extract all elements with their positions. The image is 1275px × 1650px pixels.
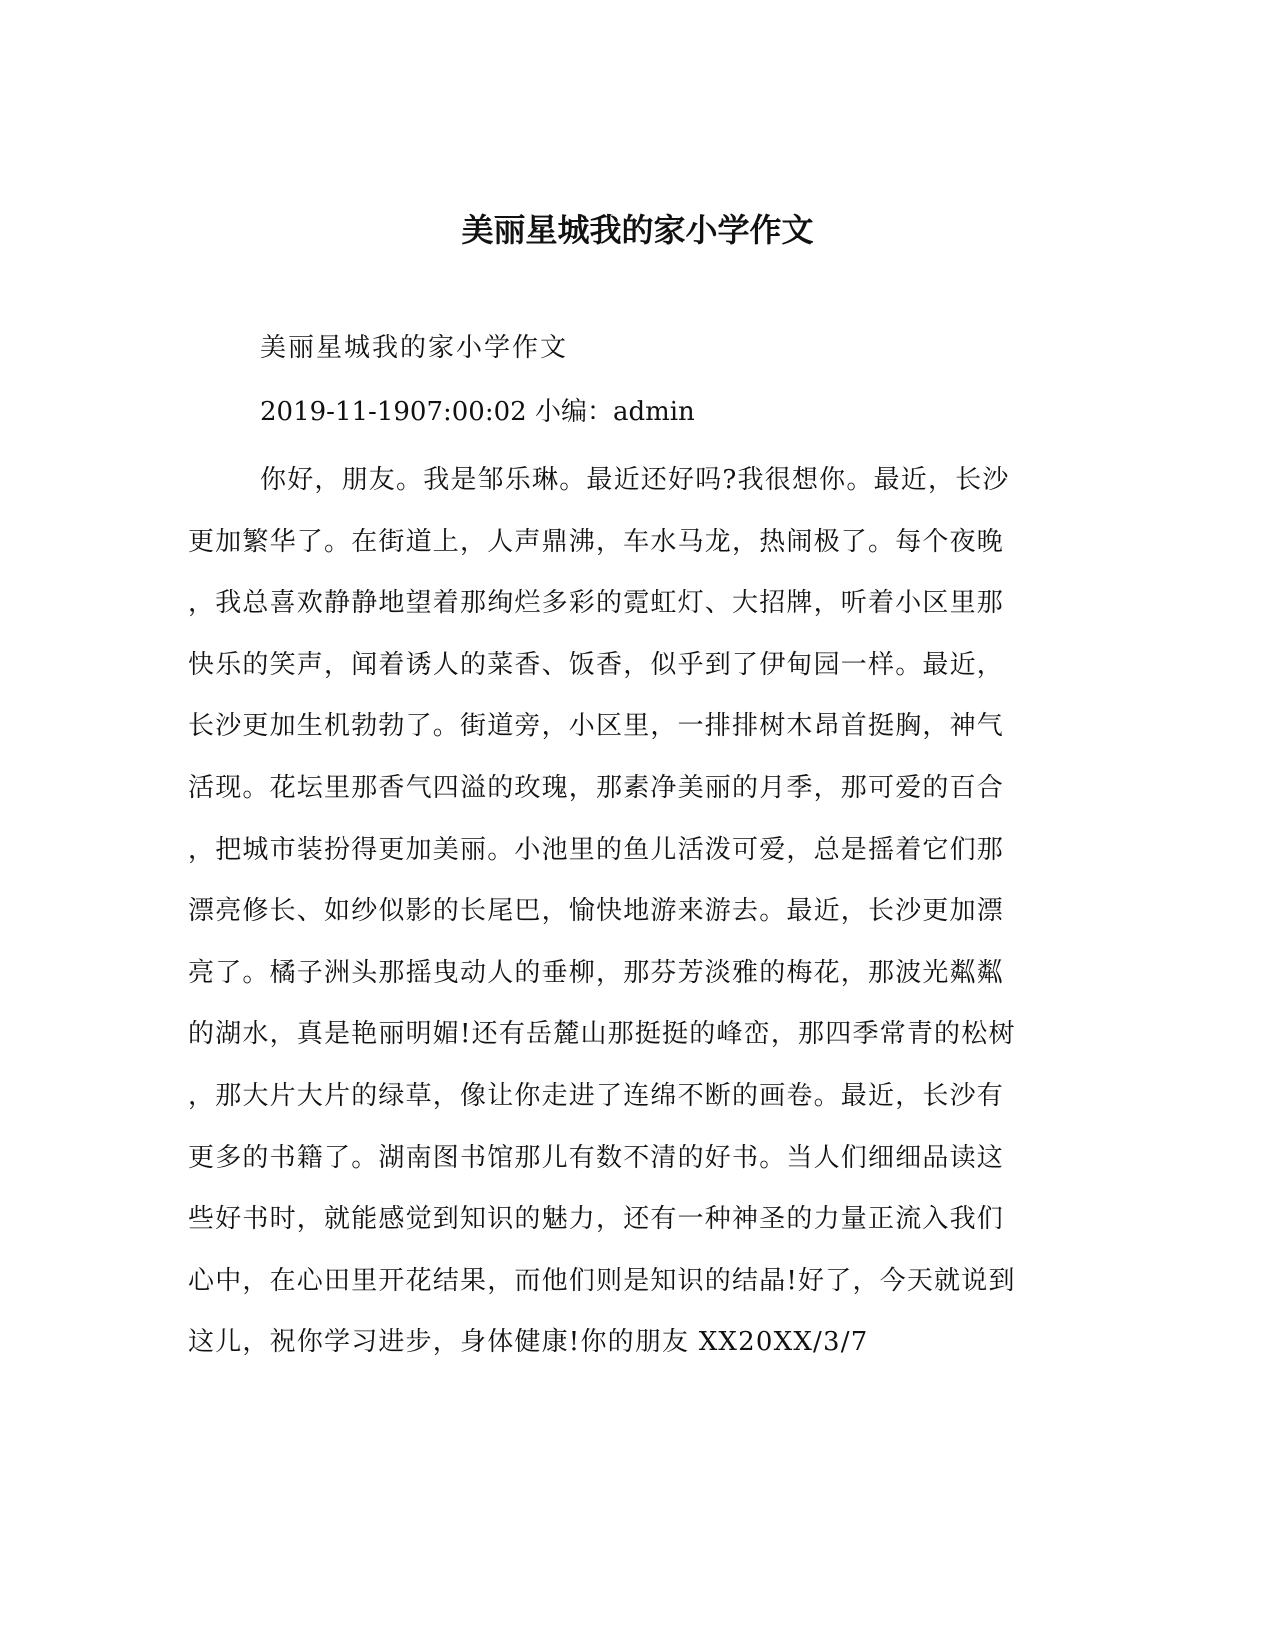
article-subtitle: 美丽星城我的家小学作文: [260, 333, 569, 363]
body-line: 的湖水，真是艳丽明媚!还有岳麓山那挺挺的峰峦，那四季常青的松树: [188, 1019, 1016, 1050]
body-line: 快乐的笑声，闻着诱人的菜香、饭香，似乎到了伊甸园一样。最近，: [188, 649, 1005, 680]
body-line: 亮了。橘子洲头那摇曳动人的垂柳，那芬芳淡雅的梅花，那波光粼粼: [188, 957, 1005, 988]
body-line: ，我总喜欢静静地望着那绚烂多彩的霓虹灯、大招牌，听着小区里那: [188, 588, 1005, 619]
body-line: 些好书时，就能感觉到知识的魅力，还有一种神圣的力量正流入我们: [188, 1204, 1005, 1235]
body-line: ，把城市装扮得更加美丽。小池里的鱼儿活泼可爱，总是摇着它们那: [188, 834, 1005, 865]
article-body: [188, 450, 1063, 1374]
article-byline: 2019-11-1907:00:02 小编：admin: [260, 397, 695, 427]
body-line: 更多的书籍了。湖南图书馆那儿有数不清的好书。当人们细细品读这: [188, 1142, 1005, 1173]
body-line: ，那大片大片的绿草，像让你走进了连绵不断的画卷。最近，长沙有: [188, 1080, 1005, 1111]
body-line: 漂亮修长、如纱似影的长尾巴，愉快地游来游去。最近，长沙更加漂: [188, 896, 1005, 927]
body-line: 更加繁华了。在街道上，人声鼎沸，车水马龙，热闹极了。每个夜晚: [188, 526, 1005, 557]
page-title: 美丽星城我的家小学作文: [461, 211, 814, 249]
body-line: 活现。花坛里那香气四溢的玫瑰，那素净美丽的月季，那可爱的百合: [188, 772, 1005, 803]
body-line: 长沙更加生机勃勃了。街道旁，小区里，一排排树木昂首挺胸，神气: [188, 711, 1005, 742]
body-line: 你好，朋友。我是邹乐琳。最近还好吗?我很想你。最近，长沙: [260, 465, 1010, 495]
body-line: 心中，在心田里开花结果，而他们则是知识的结晶!好了，今天就说到: [188, 1265, 1016, 1296]
body-line: 这儿，祝你学习进步，身体健康!你的朋友 XX20XX/3/7: [188, 1327, 869, 1358]
